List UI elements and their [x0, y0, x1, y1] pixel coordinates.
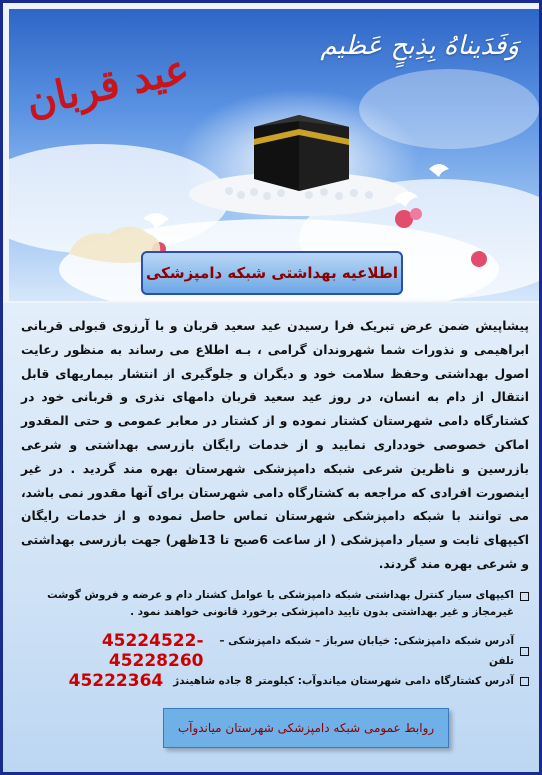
- content-area: [3, 303, 542, 775]
- public-relations-footer: روابط عمومی شبکه دامپزشکی شهرستان میاندوآب: [163, 708, 449, 748]
- checkbox-square-icon: [520, 592, 529, 601]
- note-item: [21, 631, 529, 671]
- checkbox-square-icon: [520, 647, 529, 656]
- note-text: اکیپهای سیار کنترل بهداشتی شبکه دامپزشکی با عوامل کشتار دام و عرضه و فروش گوشت غیرمجاز و غیر بهداشتی بدون تایید دامپزشکی برخورد قانونی خواهند نمود .: [47, 589, 514, 618]
- note-item: [21, 671, 529, 691]
- phone-network: 45224522-45228260: [101, 631, 204, 671]
- address-network: آدرس شبکه دامپزشکی: خیابان سرباز – شبکه دامپزشکی – تلفن: [219, 635, 514, 667]
- note-item: [21, 587, 529, 621]
- address-slaughterhouse: آدرس کشتارگاه دامی شهرستان میاندوآب: کیلومتر 8 جاده شاهیندژ: [173, 675, 514, 687]
- kaaba: [254, 115, 349, 191]
- checkbox-square-icon: [520, 677, 529, 686]
- notes-list: [21, 587, 529, 691]
- phone-slaughterhouse: 45222364: [68, 671, 164, 691]
- calligraphy-verse: وَفَدَيناهُ بِذِبحٍ عَظيم: [320, 31, 519, 61]
- notice-paragraph: پیشاپیش ضمن عرض تبریک فرا رسیدن عید سعید قربان و با آرزوی قبولی قربانی ابراهیمی و نذورات شما شهروندان گرامی ، بـه اطلاع می رساند به منظور رعایت اصول بهداشتی وحفظ سلامت خود و دیگران و جلوگیری از انتشار بیماریهای قابل انتقال از دام به انسان، در روز عید سعید قربان دامهای نذری و قربانی خود در کشتارگاه دامی شهرستان کشتار نموده و از کشتار در معابر عمومی و حتی المقدور اماکن خصوصی خودداری نمایید و از خدمات رایگان بازرسی بهداشتی و شرعی بازرسین و ناظرین شرعی شبکه دامپزشکی شهرستان بهره مند گردید . در غیر اینصورت افرادی که مراجعه به کشتارگاه دامی شهرستان برای آنها مقدور نمی باشد، می توانند با شبکه دامپزشکی شهرستان تماس حاصل نموده و از خدمات رایگان اکیپهای ثابت و سیار دامپزشکی ( از ساعت 6صبح تا 13ظهر) جهت بازرسی بهداشتی و شرعی بهره مند گردند.: [21, 319, 529, 571]
- eid-title: عید قربان: [22, 45, 194, 126]
- notice-banner: اطلاعیه بهداشتی شبکه دامپزشکی: [141, 251, 403, 295]
